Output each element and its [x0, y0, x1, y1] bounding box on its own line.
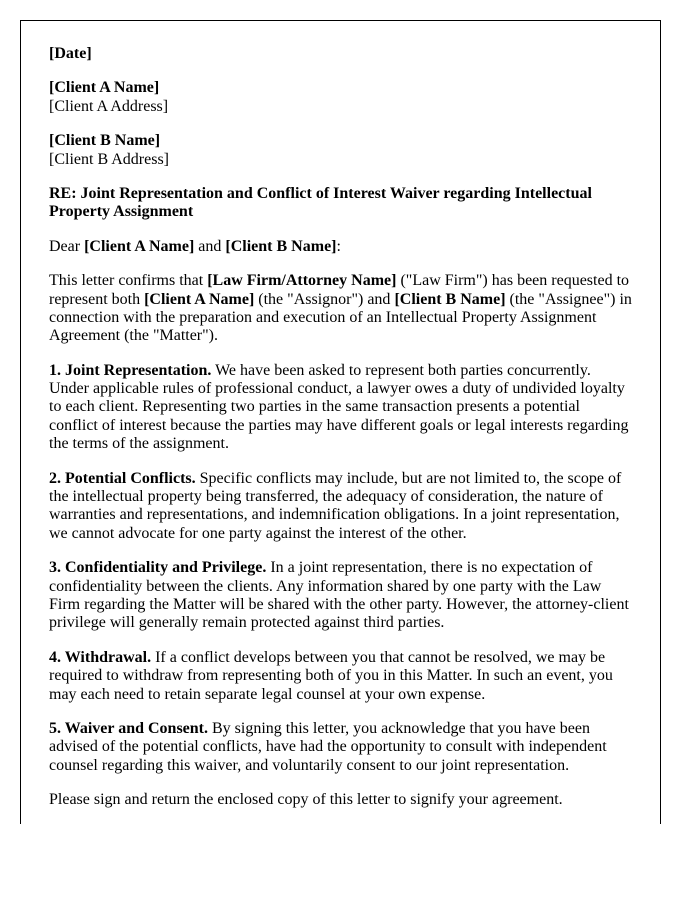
recipient-b-address: [Client B Address] [49, 150, 169, 168]
section-body: We have been asked to represent both parties concurrently. Under applicable rules of professional conduct, a lawyer owes a duty of undivided loyalty to each client. Representing two parties in the same transaction presents a potential conflict of interest because the parties may have different goals or legal interests regarding the terms of the assignment. [49, 361, 629, 453]
letter-date: [Date] [49, 45, 92, 62]
recipient-a-address: [Client A Address] [49, 97, 169, 115]
section-heading: 2. Potential Conflicts. [49, 469, 196, 487]
recipient-block-a [49, 79, 632, 116]
section-heading: 3. Confidentiality and Privilege. [49, 559, 267, 577]
section-paragraph-confidentiality-privilege [49, 559, 632, 633]
section-paragraph-waiver-consent [49, 720, 632, 775]
recipient-b-name: [Client B Name] [49, 132, 161, 150]
salutation: Dear [Client A Name] and [Client B Name]: [49, 237, 341, 255]
section-paragraph-withdrawal [49, 649, 632, 704]
section-body: If a conflict develops between you that cannot be resolved, we may be required to withdraw from representing both of you in this Matter. In such an event, you may each need to retain separate legal counsel at your own expense. [49, 648, 613, 703]
section-paragraph-joint-representation [49, 362, 632, 454]
closing-paragraph: Please sign and return the enclosed copy of this letter to signify your agreement. [49, 791, 563, 809]
section-heading: 1. Joint Representation. [49, 361, 212, 379]
recipient-block-b [49, 132, 632, 169]
section-heading: 4. Withdrawal. [49, 648, 152, 666]
section-body: In a joint representation, there is no expectation of confidentiality between the clients. Any information shared by one party with the Law Firm regarding the Matter will be shared with the other party. However, the attorney-client privilege will generally remain protected against third parties. [49, 559, 629, 632]
section-heading: 5. Waiver and Consent. [49, 719, 208, 737]
recipient-a-name: [Client A Name] [49, 79, 160, 97]
intro-paragraph: This letter confirms that [Law Firm/Attorney Name] ("Law Firm") has been requested to represent both [Client A Name] (the "Assignor") and [Client B Name] (the "Assignee") in connection with the preparation and execution of an Intellectual Property Assignment Agreement (the "Matter"). [49, 272, 632, 345]
subject-line: RE: Joint Representation and Conflict of Interest Waiver regarding Intellectual Property Assignment [49, 184, 592, 221]
section-body: Specific conflicts may include, but are not limited to, the scope of the intellectual property being transferred, the adequacy of consideration, the nature of warranties and representations, and indemnification obligations. In a joint representation, we cannot advocate for one party against the interest of the other. [49, 469, 622, 542]
section-paragraph-potential-conflicts [49, 470, 632, 544]
section-body: By signing this letter, you acknowledge that you have been advised of the potential conflicts, have had the opportunity to consult with independent counsel regarding this waiver, and voluntarily consent to our joint representation. [49, 719, 607, 774]
letter-document [20, 20, 661, 824]
